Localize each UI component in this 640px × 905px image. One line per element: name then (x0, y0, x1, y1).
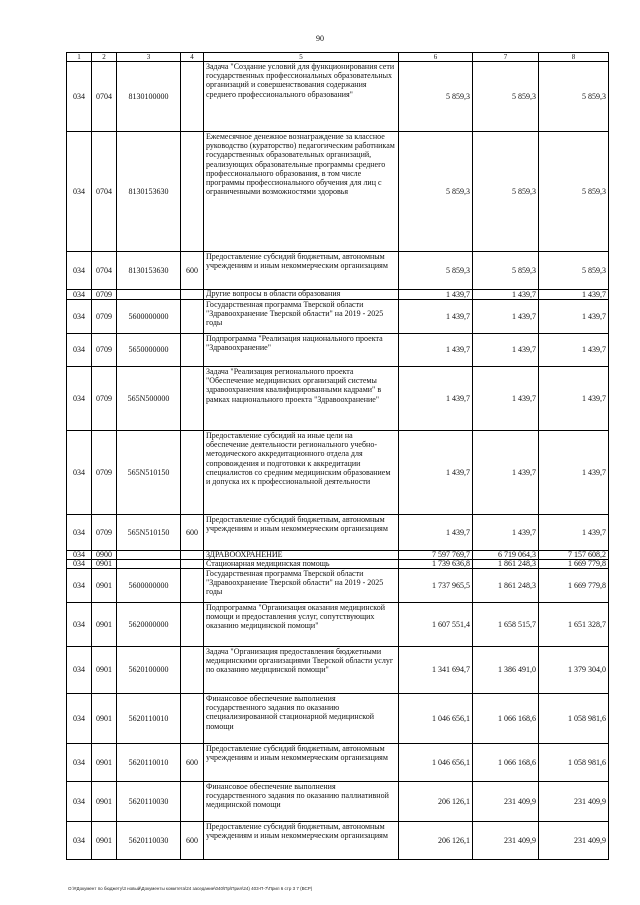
cell-section: 0901 (92, 569, 117, 603)
cell-value-1: 1 737 965,5 (399, 569, 473, 603)
cell-expense-type: 600 (181, 744, 204, 782)
cell-expense-type (181, 782, 204, 822)
cell-ministry: 034 (67, 694, 92, 744)
cell-value-3: 1 651 328,7 (539, 603, 609, 647)
header-col-8: 8 (539, 53, 609, 62)
cell-value-2: 1 439,7 (473, 515, 539, 551)
cell-expense-type (181, 132, 204, 252)
cell-ministry: 034 (67, 431, 92, 515)
cell-value-1: 1 607 551,4 (399, 603, 473, 647)
cell-value-3: 1 439,7 (539, 334, 609, 367)
cell-target-item: 5650000000 (117, 334, 181, 367)
cell-value-2: 1 861 248,3 (473, 560, 539, 569)
cell-value-1: 1 439,7 (399, 334, 473, 367)
table-row (67, 62, 609, 132)
table-row (67, 300, 609, 334)
cell-expense-type (181, 603, 204, 647)
cell-expense-type (181, 290, 204, 300)
cell-value-2: 1 439,7 (473, 290, 539, 300)
cell-target-item: 565N510150 (117, 431, 181, 515)
table-row (67, 515, 609, 551)
cell-description: Государственная программа Тверской области "Здравоохранение Тверской области" на 2019 - 2025 годы (204, 569, 399, 603)
cell-ministry: 034 (67, 515, 92, 551)
cell-section: 0901 (92, 744, 117, 782)
cell-expense-type: 600 (181, 252, 204, 290)
cell-value-3: 5 859,3 (539, 132, 609, 252)
cell-section: 0704 (92, 132, 117, 252)
cell-target-item: 5620110030 (117, 782, 181, 822)
header-col-6: 6 (399, 53, 473, 62)
cell-target-item: 5620110010 (117, 744, 181, 782)
cell-ministry: 034 (67, 782, 92, 822)
cell-expense-type (181, 694, 204, 744)
cell-target-item: 8130153630 (117, 252, 181, 290)
table-row (67, 647, 609, 694)
page-number: 90 (316, 34, 324, 43)
cell-value-2: 1 658 515,7 (473, 603, 539, 647)
table-row (67, 290, 609, 300)
cell-description: Предоставление субсидий бюджетным, автономным учреждениям и иным некоммерческим организациям (204, 252, 399, 290)
cell-value-2: 1 066 168,6 (473, 744, 539, 782)
cell-value-1: 1 341 694,7 (399, 647, 473, 694)
cell-section: 0704 (92, 62, 117, 132)
cell-value-3: 5 859,3 (539, 62, 609, 132)
cell-expense-type: 600 (181, 822, 204, 860)
cell-target-item: 565N500000 (117, 367, 181, 431)
cell-expense-type (181, 300, 204, 334)
cell-description: Стационарная медицинская помощь (204, 560, 399, 569)
cell-description: Ежемесячное денежное вознаграждение за классное руководство (кураторство) педагогическим работникам государственных образовательных организаций, реализующих образовательные программы среднего профессионального образования, в том числе программы профессионального обучения для лиц с ограниченными возможностями здоровья (204, 132, 399, 252)
table-row (67, 132, 609, 252)
cell-description: Другие вопросы в области образования (204, 290, 399, 300)
cell-expense-type (181, 367, 204, 431)
table-row (67, 782, 609, 822)
cell-target-item: 5620000000 (117, 603, 181, 647)
cell-target-item (117, 551, 181, 560)
table-row (67, 334, 609, 367)
cell-target-item (117, 560, 181, 569)
cell-value-2: 5 859,3 (473, 62, 539, 132)
cell-ministry: 034 (67, 822, 92, 860)
cell-expense-type (181, 334, 204, 367)
cell-section: 0901 (92, 647, 117, 694)
cell-section: 0704 (92, 252, 117, 290)
cell-description: Предоставление субсидий на иные цели на обеспечение деятельности регионального учебно-методического аккредитационного отдела для сопровождения и подготовки к аккредитации специалистов со средним медицинским образованием и допуска их к профессиональной деятельности (204, 431, 399, 515)
cell-value-3: 1 669 779,8 (539, 569, 609, 603)
cell-value-3: 1 058 981,6 (539, 694, 609, 744)
cell-value-3: 7 157 608,2 (539, 551, 609, 560)
cell-value-3: 1 439,7 (539, 290, 609, 300)
cell-ministry: 034 (67, 603, 92, 647)
cell-value-1: 1 046 656,1 (399, 694, 473, 744)
cell-section: 0901 (92, 782, 117, 822)
cell-value-1: 206 126,1 (399, 782, 473, 822)
cell-ministry: 034 (67, 334, 92, 367)
cell-value-1: 1 046 656,1 (399, 744, 473, 782)
cell-description: Подпрограмма "Организация оказания медицинской помощи и предоставления услуг, сопутствующих оказанию медицинской помощи" (204, 603, 399, 647)
cell-target-item: 565N510150 (117, 515, 181, 551)
cell-value-1: 206 126,1 (399, 822, 473, 860)
cell-description: Предоставление субсидий бюджетным, автономным учреждениям и иным некоммерческим организациям (204, 744, 399, 782)
cell-section: 0709 (92, 515, 117, 551)
cell-description: Подпрограмма "Реализация национального проекта "Здравоохранение" (204, 334, 399, 367)
cell-section: 0900 (92, 551, 117, 560)
cell-expense-type (181, 560, 204, 569)
cell-value-1: 5 859,3 (399, 62, 473, 132)
cell-expense-type (181, 431, 204, 515)
cell-ministry: 034 (67, 647, 92, 694)
header-col-4: 4 (181, 53, 204, 62)
cell-ministry: 034 (67, 290, 92, 300)
cell-section: 0901 (92, 560, 117, 569)
cell-value-2: 6 719 064,3 (473, 551, 539, 560)
cell-value-3: 1 439,7 (539, 367, 609, 431)
cell-value-1: 1 439,7 (399, 367, 473, 431)
cell-expense-type (181, 647, 204, 694)
cell-value-1: 1 439,7 (399, 300, 473, 334)
cell-target-item (117, 290, 181, 300)
header-col-3: 3 (117, 53, 181, 62)
cell-description: Задача "Создание условий для функционирования сети государственных профессиональных образовательных организаций и совершенствования содержания среднего профессионального образования" (204, 62, 399, 132)
cell-value-3: 1 439,7 (539, 431, 609, 515)
cell-target-item: 8130153630 (117, 132, 181, 252)
cell-value-3: 5 859,3 (539, 252, 609, 290)
cell-value-2: 5 859,3 (473, 252, 539, 290)
cell-expense-type (181, 62, 204, 132)
cell-description: ЗДРАВООХРАНЕНИЕ (204, 551, 399, 560)
table-row (67, 551, 609, 560)
table-row (67, 603, 609, 647)
cell-section: 0709 (92, 300, 117, 334)
cell-value-2: 1 861 248,3 (473, 569, 539, 603)
cell-section: 0901 (92, 822, 117, 860)
cell-section: 0709 (92, 431, 117, 515)
cell-description: Задача "Организация предоставления бюджетными медицинскими организациями Тверской области услуг по оказанию медицинской помощи" (204, 647, 399, 694)
table-row (67, 694, 609, 744)
cell-value-3: 1 379 304,0 (539, 647, 609, 694)
cell-expense-type (181, 569, 204, 603)
cell-target-item: 5620110010 (117, 694, 181, 744)
cell-value-1: 1 739 636,8 (399, 560, 473, 569)
cell-value-3: 231 409,9 (539, 782, 609, 822)
table-row (67, 252, 609, 290)
header-row (67, 53, 609, 62)
cell-section: 0709 (92, 290, 117, 300)
cell-value-3: 1 439,7 (539, 300, 609, 334)
cell-ministry: 034 (67, 62, 92, 132)
cell-value-2: 1 066 168,6 (473, 694, 539, 744)
cell-description: Предоставление субсидий бюджетным, автономным учреждениям и иным некоммерческим организациям (204, 822, 399, 860)
cell-value-3: 1 058 981,6 (539, 744, 609, 782)
cell-target-item: 5600000000 (117, 300, 181, 334)
table-row (67, 569, 609, 603)
cell-ministry: 034 (67, 560, 92, 569)
cell-value-1: 1 439,7 (399, 290, 473, 300)
cell-ministry: 034 (67, 551, 92, 560)
cell-ministry: 034 (67, 744, 92, 782)
cell-value-2: 231 409,9 (473, 822, 539, 860)
cell-value-2: 5 859,3 (473, 132, 539, 252)
cell-value-1: 7 597 769,7 (399, 551, 473, 560)
table-row (67, 367, 609, 431)
cell-section: 0901 (92, 694, 117, 744)
cell-section: 0901 (92, 603, 117, 647)
cell-target-item: 8130100000 (117, 62, 181, 132)
cell-value-3: 1 669 779,8 (539, 560, 609, 569)
cell-value-3: 1 439,7 (539, 515, 609, 551)
cell-expense-type: 600 (181, 515, 204, 551)
cell-description: Финансовое обеспечение выполнения государственного задания по оказанию паллиативной медицинской помощи (204, 782, 399, 822)
cell-expense-type (181, 551, 204, 560)
cell-description: Финансовое обеспечение выполнения государственного задания по оказанию специализированной стационарной медицинской помощи (204, 694, 399, 744)
cell-value-2: 1 439,7 (473, 367, 539, 431)
cell-ministry: 034 (67, 569, 92, 603)
cell-value-1: 1 439,7 (399, 431, 473, 515)
cell-section: 0709 (92, 334, 117, 367)
cell-ministry: 034 (67, 367, 92, 431)
cell-value-2: 1 439,7 (473, 431, 539, 515)
cell-value-1: 1 439,7 (399, 515, 473, 551)
cell-description: Предоставление субсидий бюджетным, автономным учреждениям и иным некоммерческим организациям (204, 515, 399, 551)
header-col-2: 2 (92, 53, 117, 62)
cell-value-1: 5 859,3 (399, 252, 473, 290)
cell-description: Задача "Реализация регионального проекта "Обеспечение медицинских организаций системы здравоохранения квалифицированными кадрами" в рамках национального проекта "Здравоохранение" (204, 367, 399, 431)
cell-section: 0709 (92, 367, 117, 431)
header-col-5: 5 (204, 53, 399, 62)
cell-target-item: 5600000000 (117, 569, 181, 603)
cell-target-item: 5620110030 (117, 822, 181, 860)
cell-value-1: 5 859,3 (399, 132, 473, 252)
cell-description: Государственная программа Тверской области "Здравоохранение Тверской области" на 2019 - 2025 годы (204, 300, 399, 334)
cell-value-2: 231 409,9 (473, 782, 539, 822)
table-row (67, 744, 609, 782)
cell-value-2: 1 386 491,0 (473, 647, 539, 694)
cell-target-item: 5620100000 (117, 647, 181, 694)
cell-value-3: 231 409,9 (539, 822, 609, 860)
cell-ministry: 034 (67, 300, 92, 334)
table-row (67, 822, 609, 860)
cell-ministry: 034 (67, 252, 92, 290)
cell-ministry: 034 (67, 132, 92, 252)
budget-table (66, 52, 609, 860)
table-row (67, 560, 609, 569)
header-col-7: 7 (473, 53, 539, 62)
cell-value-2: 1 439,7 (473, 300, 539, 334)
file-path-footer: O:\#Документ по бюджету\3 новый\Документы комитета\24 заседание\040\Пр\Прил\24) 403-П-7\Прил 6 стр 3 7 (ВСР) (68, 886, 313, 891)
table-row (67, 431, 609, 515)
header-col-1: 1 (67, 53, 92, 62)
cell-value-2: 1 439,7 (473, 334, 539, 367)
